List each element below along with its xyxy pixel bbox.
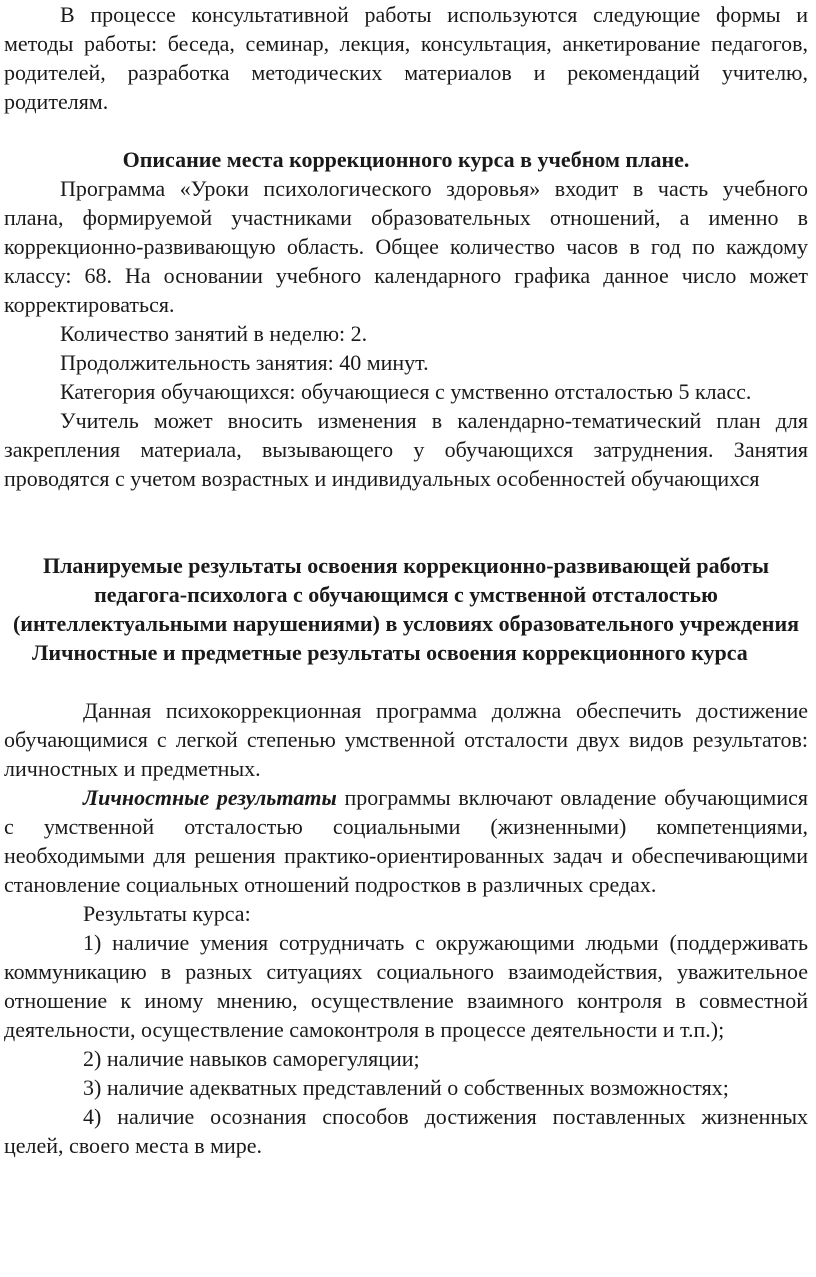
results-list-item: 2) наличие навыков саморегуляции; bbox=[83, 1046, 420, 1071]
paragraph-personal-results bbox=[4, 783, 808, 899]
section-heading-planned-results: Планируемые результаты освоения коррекционно-развивающей работы педагога-психолога с обучающимся с умственной отсталостью (интеллектуальными нарушениями) в условиях образовательного учреждения bbox=[12, 553, 800, 636]
intro-paragraph: В процессе консультативной работы используются следующие формы и методы работы: беседа, семинар, лекция, консультация, анкетирование педагогов, родителей, разработка методических материалов и рекомендаций учителю, родителям. bbox=[4, 2, 808, 114]
course-results-label: Результаты курса: bbox=[83, 901, 251, 926]
subheading-personal-subject-results: Личностные и предметные результаты освоения коррекционного курса bbox=[32, 640, 748, 665]
paragraph-students-category: Категория обучающихся: обучающиеся с умственно отсталостью 5 класс. bbox=[60, 379, 752, 404]
paragraph-program-goal: Данная психокоррекционная программа должна обеспечить достижение обучающимися с легкой степенью умственной отсталости двух видов результатов: личностных и предметных. bbox=[4, 698, 808, 781]
personal-results-term: Личностные результаты bbox=[83, 785, 337, 810]
personal-results-text: программы включают овладение обучающимися с умственной отсталостью социальными (жизненными) компетенциями, необходимыми для решения практико-ориентированных задач и обеспечивающими становление социальных отношений подростков в различных средах. bbox=[4, 785, 809, 897]
spacer bbox=[4, 116, 808, 145]
results-list-item: 4) наличие осознания способов достижения поставленных жизненных целей, своего места в мире. bbox=[4, 1104, 808, 1158]
paragraph-lessons-per-week: Количество занятий в неделю: 2. bbox=[60, 321, 368, 346]
spacer bbox=[4, 522, 808, 551]
paragraph-lesson-duration: Продолжительность занятия: 40 минут. bbox=[60, 350, 429, 375]
spacer bbox=[4, 667, 808, 696]
paragraph-teacher-changes: Учитель может вносить изменения в календарно-тематический план для закрепления материала, вызывающего у обучающихся затруднения. Занятия проводятся с учетом возрастных и индивидуальных особенностей обучающихся bbox=[4, 408, 808, 491]
results-list-item: 3) наличие адекватных представлений о собственных возможностях; bbox=[83, 1075, 729, 1100]
section-heading-course-place: Описание места коррекционного курса в учебном плане. bbox=[122, 147, 690, 172]
results-list-item: 1) наличие умения сотрудничать с окружающими людьми (поддерживать коммуникацию в разных ситуациях социального взаимодействия, уважительное отношение к иному мнению, осуществление взаимного контроля в совместной деятельности, осуществление самоконтроля в процессе деятельности и т.п.); bbox=[4, 930, 808, 1042]
spacer bbox=[4, 493, 808, 522]
paragraph-program: Программа «Уроки психологического здоровья» входит в часть учебного плана, формируемой участниками образовательных отношений, а именно в коррекционно-развивающую область. Общее количество часов в год по каждому классу: 68. На основании учебного календарного графика данное число может корректироваться. bbox=[4, 176, 808, 317]
